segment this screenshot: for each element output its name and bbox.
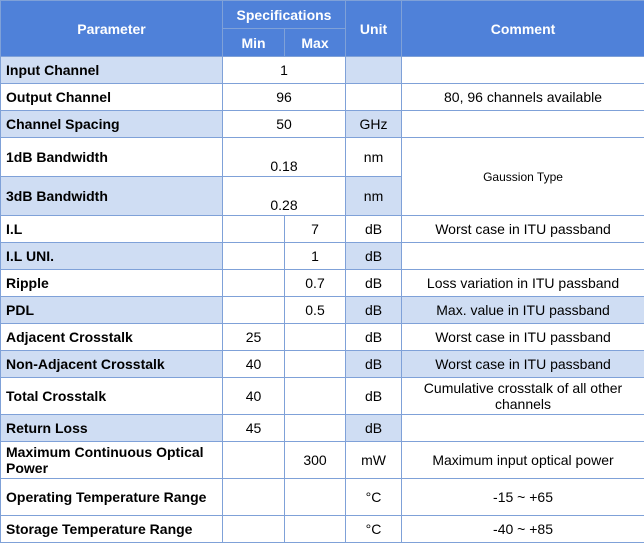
header-specifications: Specifications xyxy=(223,1,346,29)
max-cell xyxy=(285,378,346,415)
table-row xyxy=(1,138,644,177)
param-cell: Input Channel xyxy=(1,57,223,84)
unit-cell: mW xyxy=(346,442,402,479)
table-row xyxy=(1,270,644,297)
unit-cell: dB xyxy=(346,297,402,324)
max-cell: 300 xyxy=(285,442,346,479)
param-cell: Operating Temperature Range xyxy=(1,479,223,516)
max-cell xyxy=(285,415,346,442)
table-row xyxy=(1,351,644,378)
param-cell: Output Channel xyxy=(1,84,223,111)
min-cell: 25 xyxy=(223,324,285,351)
max-cell xyxy=(285,479,346,516)
min-cell: 40 xyxy=(223,378,285,415)
param-cell: Storage Temperature Range xyxy=(1,516,223,543)
min-cell xyxy=(223,516,285,543)
max-cell xyxy=(285,516,346,543)
min-cell xyxy=(223,297,285,324)
comment-cell xyxy=(402,243,644,270)
comment-cell xyxy=(402,415,644,442)
unit-cell: dB xyxy=(346,243,402,270)
unit-cell xyxy=(346,84,402,111)
unit-cell: dB xyxy=(346,216,402,243)
comment-cell xyxy=(402,57,644,84)
table-row xyxy=(1,216,644,243)
min-cell: 45 xyxy=(223,415,285,442)
min-cell xyxy=(223,479,285,516)
table-row xyxy=(1,111,644,138)
comment-cell: Maximum input optical power xyxy=(402,442,644,479)
comment-cell: -40 ~ +85 xyxy=(402,516,644,543)
max-cell: 0.7 xyxy=(285,270,346,297)
table-row xyxy=(1,516,644,543)
max-cell: 0.5 xyxy=(285,297,346,324)
comment-cell: Worst case in ITU passband xyxy=(402,216,644,243)
table-row xyxy=(1,378,644,415)
comment-cell xyxy=(402,111,644,138)
table-row xyxy=(1,442,644,479)
param-cell: I.L xyxy=(1,216,223,243)
spec-value-cell: 96 xyxy=(223,84,346,111)
unit-cell: dB xyxy=(346,270,402,297)
unit-cell: °C xyxy=(346,516,402,543)
unit-cell: dB xyxy=(346,351,402,378)
min-cell xyxy=(223,270,285,297)
spec-value-cell: 50 xyxy=(223,111,346,138)
unit-cell: dB xyxy=(346,324,402,351)
header-parameter: Parameter xyxy=(1,1,223,57)
param-cell: Non-Adjacent Crosstalk xyxy=(1,351,223,378)
min-cell xyxy=(223,243,285,270)
unit-cell: nm xyxy=(346,138,402,177)
unit-cell: dB xyxy=(346,415,402,442)
unit-cell: °C xyxy=(346,479,402,516)
param-cell: 3dB Bandwidth xyxy=(1,177,223,216)
table-row xyxy=(1,324,644,351)
param-cell: 1dB Bandwidth xyxy=(1,138,223,177)
spec-value-cell: 0.18 xyxy=(223,138,346,177)
unit-cell: GHz xyxy=(346,111,402,138)
max-cell: 7 xyxy=(285,216,346,243)
table-row xyxy=(1,479,644,516)
comment-cell: 80, 96 channels available xyxy=(402,84,644,111)
unit-cell: nm xyxy=(346,177,402,216)
unit-cell: dB xyxy=(346,378,402,415)
param-cell: Channel Spacing xyxy=(1,111,223,138)
comment-cell: Cumulative crosstalk of all other channels xyxy=(402,378,644,415)
max-cell: 1 xyxy=(285,243,346,270)
comment-cell: Worst case in ITU passband xyxy=(402,351,644,378)
comment-cell: Gaussion Type xyxy=(402,138,644,216)
param-cell: Return Loss xyxy=(1,415,223,442)
param-cell: Maximum Continuous Optical Power xyxy=(1,442,223,479)
header-max: Max xyxy=(285,29,346,57)
header-unit: Unit xyxy=(346,1,402,57)
table-row xyxy=(1,84,644,111)
comment-cell: Loss variation in ITU passband xyxy=(402,270,644,297)
unit-cell xyxy=(346,57,402,84)
min-cell xyxy=(223,442,285,479)
comment-cell: Max. value in ITU passband xyxy=(402,297,644,324)
max-cell xyxy=(285,351,346,378)
header-min: Min xyxy=(223,29,285,57)
param-cell: Ripple xyxy=(1,270,223,297)
header-comment: Comment xyxy=(402,1,644,57)
param-cell: Adjacent Crosstalk xyxy=(1,324,223,351)
param-cell: Total Crosstalk xyxy=(1,378,223,415)
table-row xyxy=(1,415,644,442)
min-cell: 40 xyxy=(223,351,285,378)
max-cell xyxy=(285,324,346,351)
param-cell: I.L UNI. xyxy=(1,243,223,270)
spec-value-cell: 0.28 xyxy=(223,177,346,216)
table-row xyxy=(1,57,644,84)
comment-cell: Worst case in ITU passband xyxy=(402,324,644,351)
param-cell: PDL xyxy=(1,297,223,324)
spec-value-cell: 1 xyxy=(223,57,346,84)
table-row xyxy=(1,297,644,324)
table-row xyxy=(1,243,644,270)
comment-cell: -15 ~ +65 xyxy=(402,479,644,516)
min-cell xyxy=(223,216,285,243)
